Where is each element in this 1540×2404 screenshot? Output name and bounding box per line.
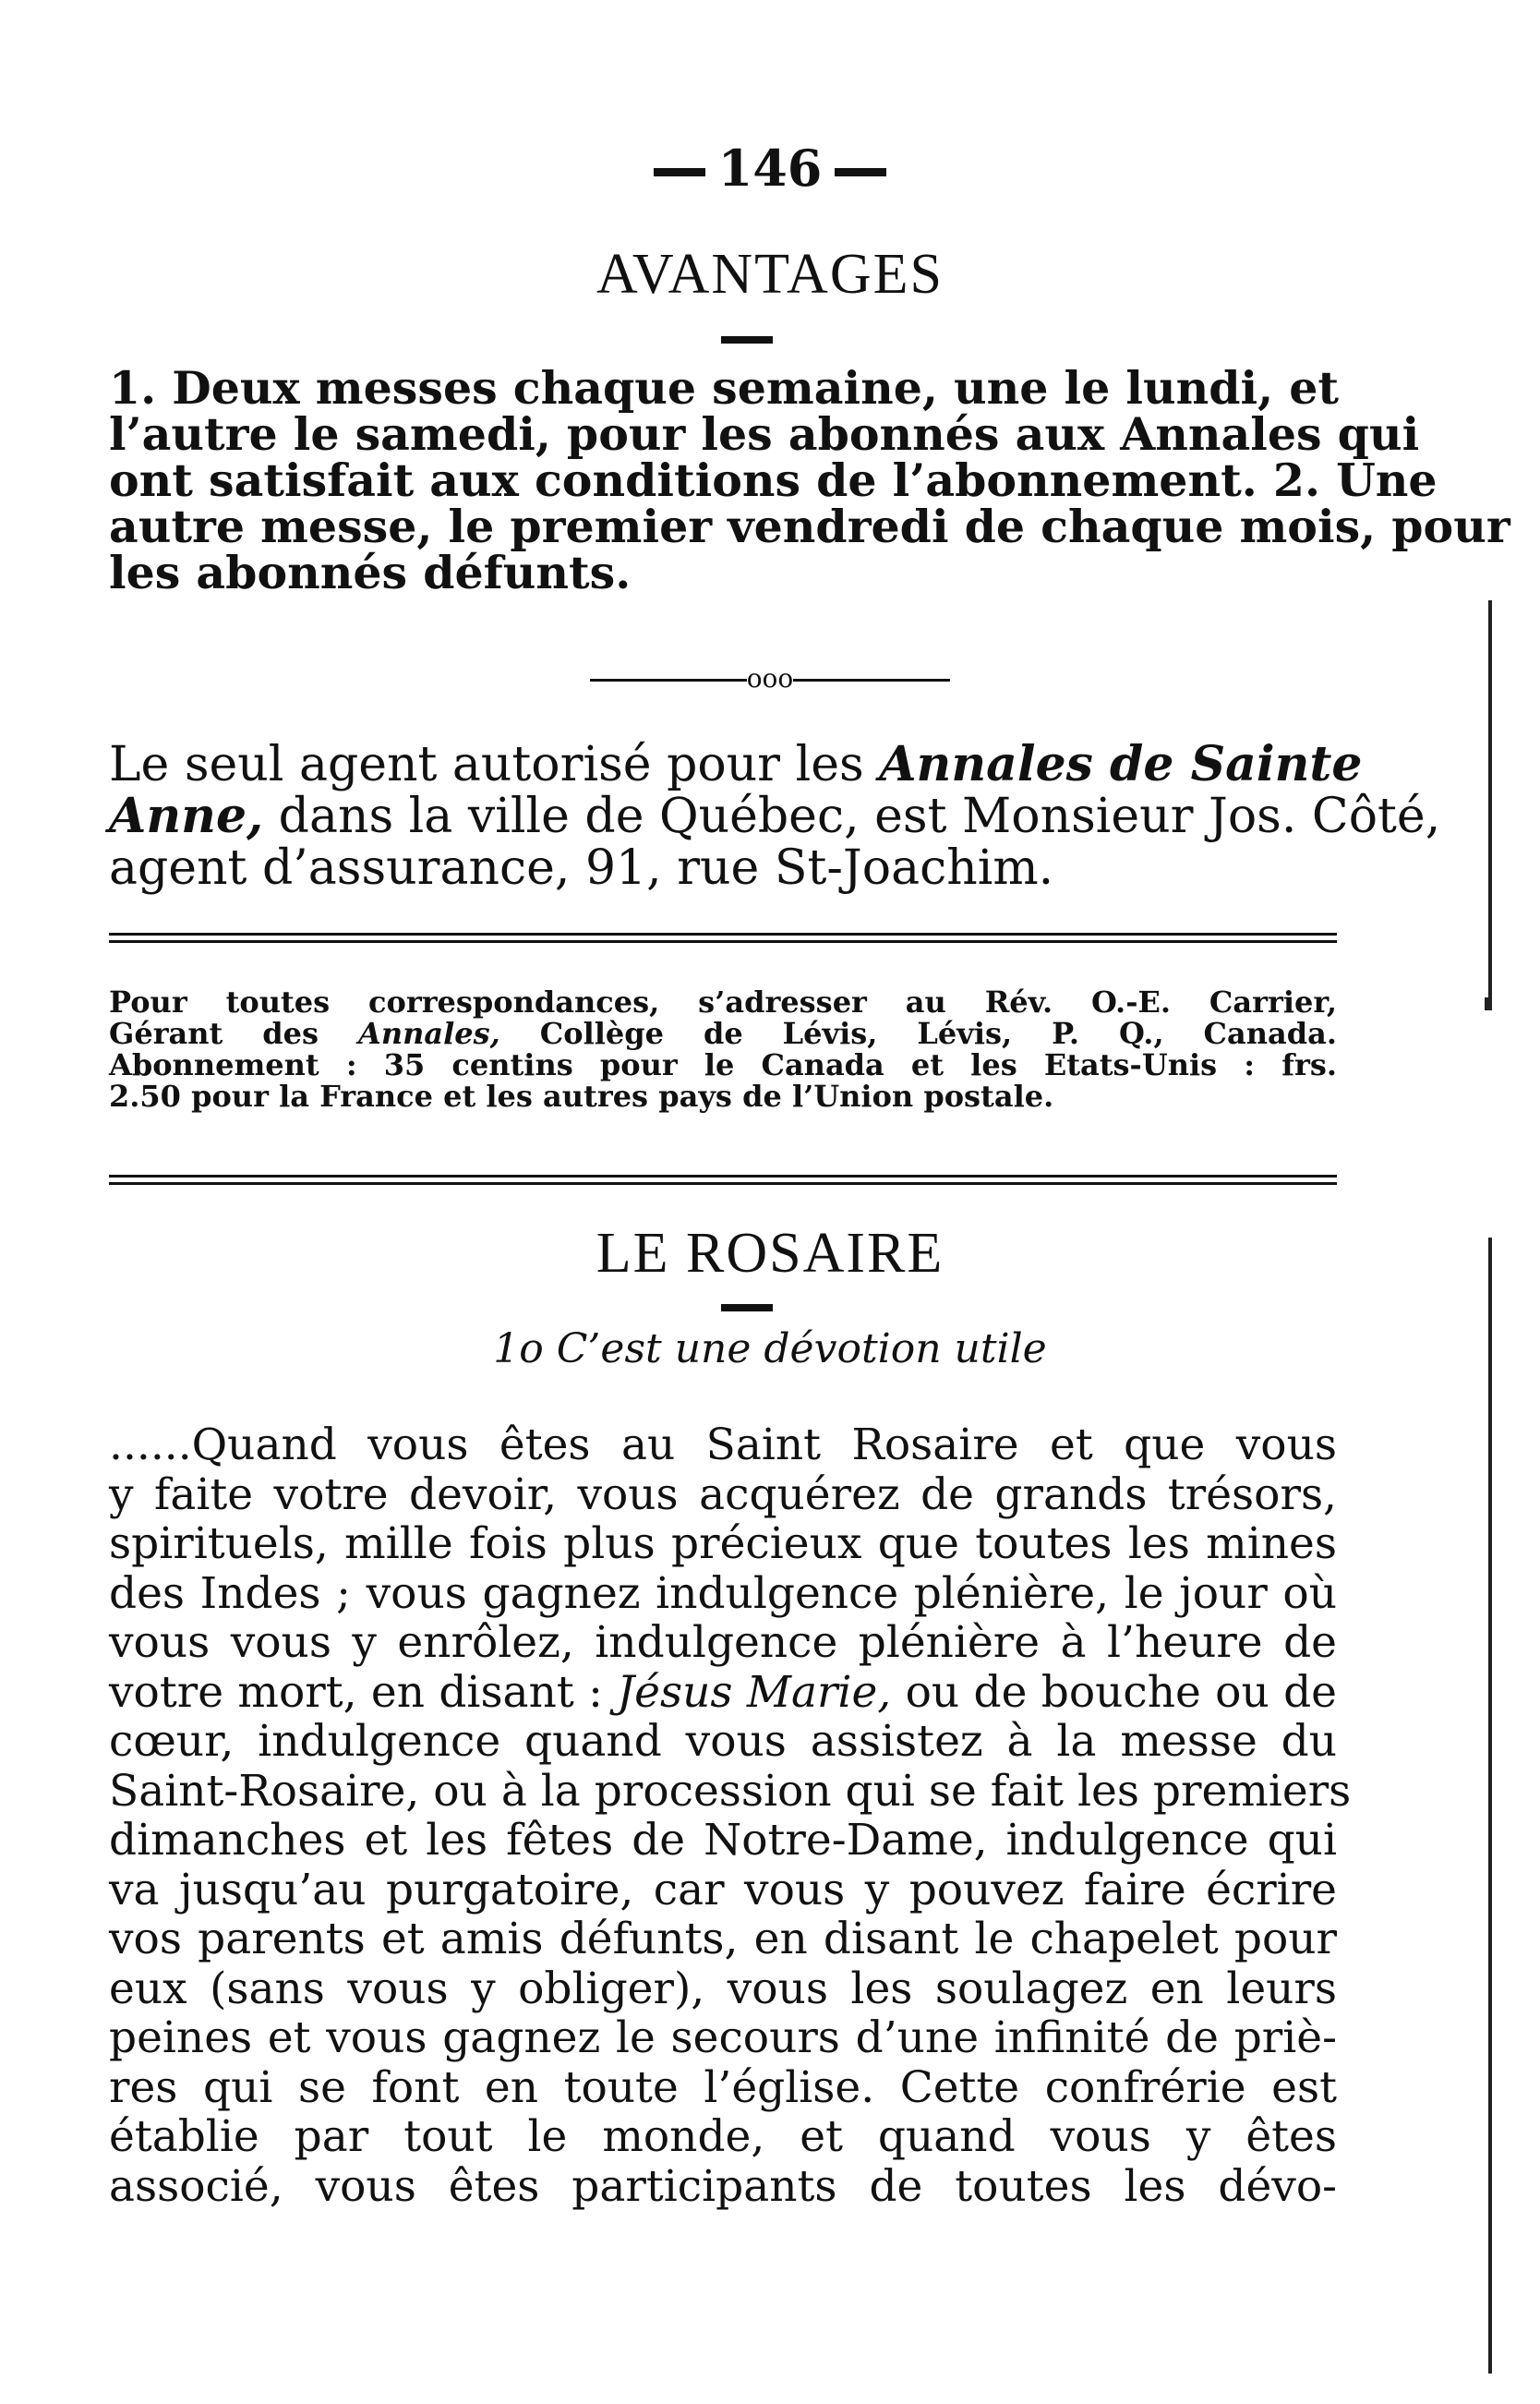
rosaire-line: va jusqu’au purgatoire, car vous y pouvez faire écrire <box>109 1864 1337 1915</box>
rosaire-line: établie par tout le monde, et quand vous y êtes <box>109 2111 1337 2162</box>
avantages-heading: AVANTAGES <box>596 243 944 306</box>
rosaire-line: dimanches et les fêtes de Notre-Dame, indulgence qui <box>109 1815 1337 1866</box>
rosaire-line: res qui se font en toute l’église. Cette confrérie est <box>109 2061 1337 2113</box>
rosaire-line: vous vous y enrôlez, indulgence plénière à l’heure de <box>109 1617 1337 1668</box>
rosaire-text: ou de bouche ou de <box>891 1666 1337 1718</box>
rosaire-line: associé, vous êtes participants de toutes les dévo- <box>109 2160 1337 2212</box>
separator-line-left <box>590 679 747 682</box>
annales-title: Annales de Sainte <box>879 736 1363 792</box>
notice-line: Pour toutes correspondances, s’adresser au Rév. O.-E. Carrier, <box>109 985 1337 1020</box>
correspondence-notice <box>109 986 1337 1112</box>
rosaire-line: Saint-Rosaire, ou à la procession qui se fait les premiers <box>109 1765 1352 1817</box>
notice-text: Gérant des <box>109 1016 359 1051</box>
notice-line: 2.50 pour la France et les autres pays de l’Union postale. <box>109 1079 1054 1114</box>
notice-line: Abonnement : 35 centins pour le Canada et les Etats-Unis : frs. <box>109 1047 1337 1082</box>
heading-rule-rosaire <box>721 1304 773 1311</box>
rosaire-line: des Indes ; vous gagnez indulgence plénière, le jour où <box>109 1567 1337 1619</box>
annales-title: Anne, <box>109 788 264 844</box>
rosaire-line: peines et vous gagnez le secours d’une infinité de priè- <box>109 2012 1337 2063</box>
italic-phrase: Jésus Marie, <box>617 1666 892 1718</box>
agent-paragraph <box>109 736 1441 896</box>
rosaire-line: eux (sans vous y obliger), vous les soulagez en leurs <box>109 1963 1337 2014</box>
annales-title: Annales, <box>358 1016 500 1051</box>
rosaire-line: cœur, indulgence quand vous assistez à la messe du <box>109 1716 1337 1767</box>
separator-line-right <box>793 679 950 682</box>
double-rule-bottom <box>109 1175 1337 1185</box>
page-number: 146 <box>717 139 823 198</box>
notice-text: Collège de Lévis, Lévis, P. Q., Canada. <box>499 1016 1338 1051</box>
rosaire-paragraph <box>109 1419 1352 2212</box>
avantages-line: ont satisfait aux conditions de l’abonnement. 2. Une <box>109 453 1438 507</box>
rosaire-subtitle: 1o C’est une dévotion utile <box>493 1325 1047 1372</box>
dash-right <box>835 168 886 176</box>
rosaire-text: votre mort, en disant : <box>109 1666 618 1718</box>
avantages-line: autre messe, le premier vendredi de chaque mois, pour <box>109 500 1510 553</box>
rosaire-heading: LE ROSAIRE <box>596 1222 944 1285</box>
notice-line <box>109 1018 1337 1049</box>
agent-line <box>109 788 1441 844</box>
agent-line: agent d’assurance, 91, rue St-Joachim. <box>109 840 1054 896</box>
ooo-separator <box>0 663 1540 694</box>
dash-left <box>654 168 705 176</box>
double-rule-top <box>109 933 1337 943</box>
avantages-line: l’autre le samedi, pour les abonnés aux Annales qui <box>109 407 1420 461</box>
rosaire-line: y faite votre devoir, vous acquérez de grands trésors, <box>109 1468 1337 1520</box>
separator-text: ooo <box>746 663 794 694</box>
avantages-line: 1. Deux messes chaque semaine, une le lundi, et <box>109 361 1340 415</box>
agent-line <box>109 736 1363 792</box>
binding-margin-mark <box>1485 997 1492 1010</box>
avantages-line: les abonnés défunts. <box>109 546 632 599</box>
rosaire-line <box>109 1668 1337 1718</box>
page-number-block <box>0 139 1540 198</box>
rosaire-line: spirituels, mille fois plus précieux que toutes les mines <box>109 1518 1337 1569</box>
agent-text: Le seul agent autorisé pour les <box>109 737 880 792</box>
binding-margin-mark <box>1488 600 1492 997</box>
rosaire-line: ......Quand vous êtes au Saint Rosaire et que vous <box>109 1419 1337 1470</box>
rosaire-line: vos parents et amis défunts, en disant le chapelet pour <box>109 1914 1337 1964</box>
binding-margin-mark <box>1488 1238 1492 2374</box>
avantages-paragraph <box>109 361 1510 599</box>
agent-text: dans la ville de Québec, est Monsieur Jos. Côté, <box>263 789 1441 844</box>
heading-rule-avantages <box>721 336 773 344</box>
